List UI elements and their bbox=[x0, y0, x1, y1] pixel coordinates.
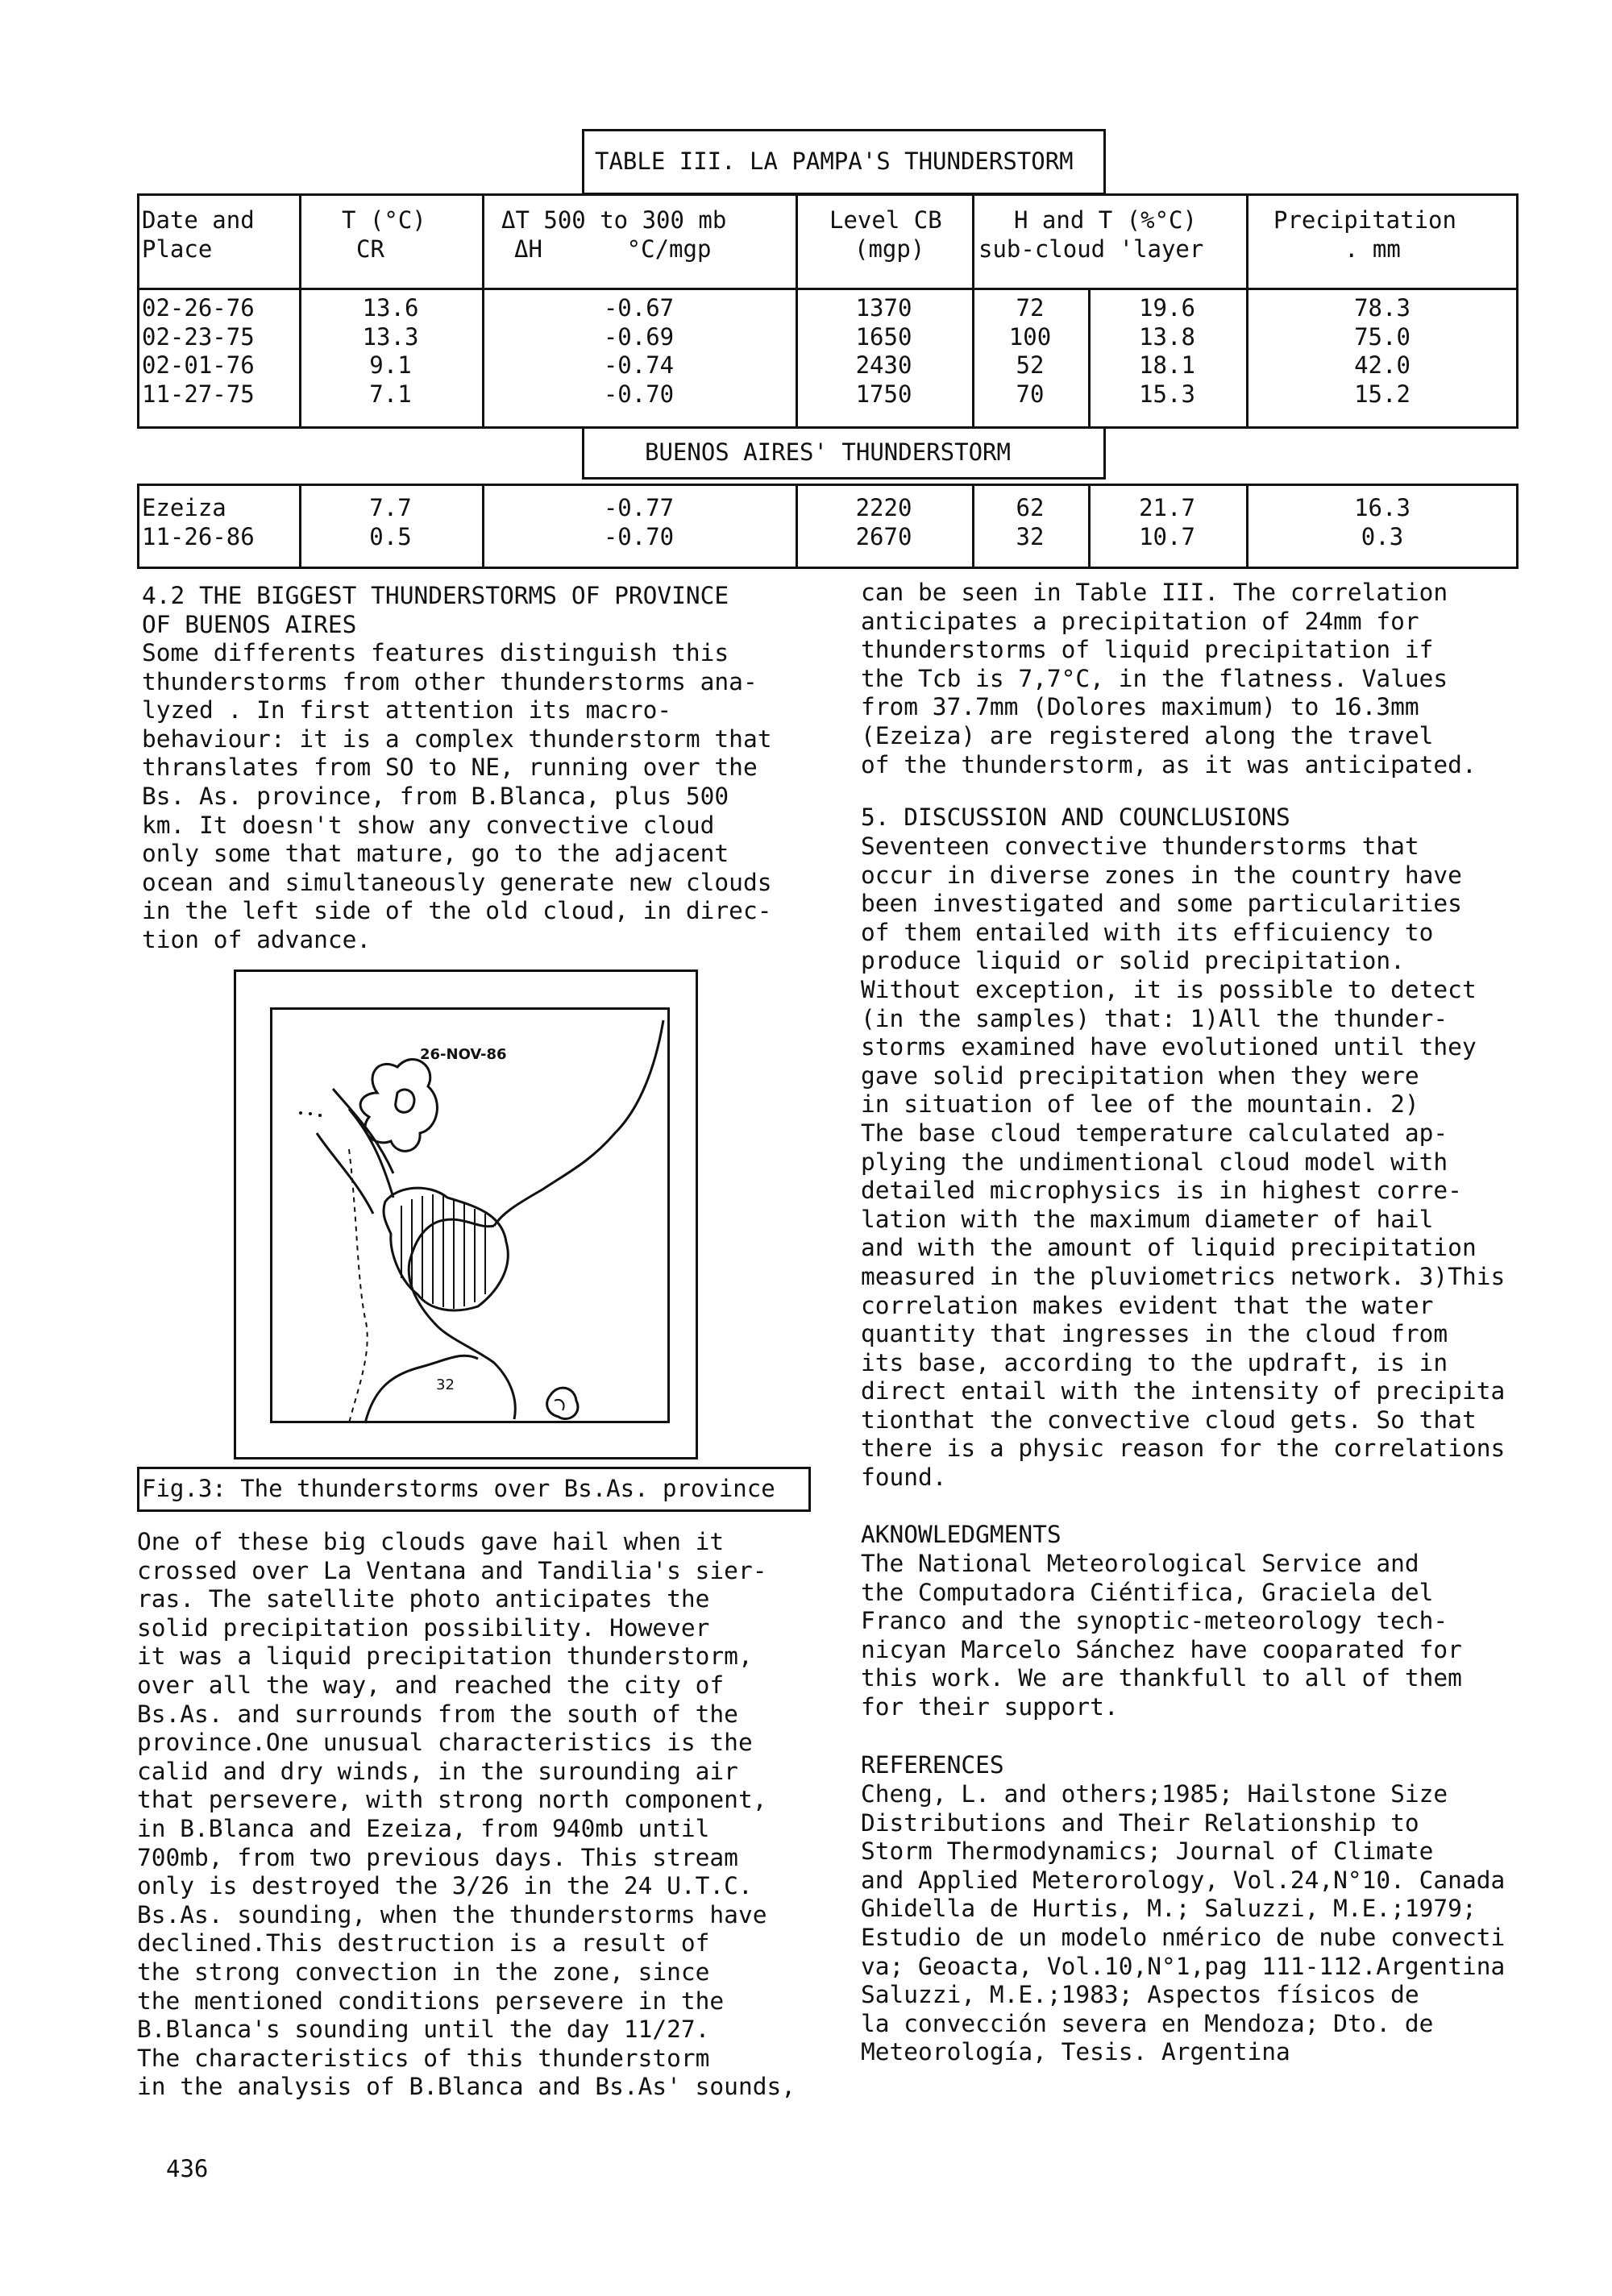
right-paragraph-1: can be seen in Table III. The correlation anticipates a precipitation of 24mm for thunderstorms of liquid precipitation if the Tcb is 7,7°C, in the flatness. Values from 37.7mm (Dolores maximum) to 16.3mm (Ezeiza) are registered along the travel of the thunderstorm, as it was anticipated. bbox=[861, 579, 1477, 778]
ba-row-cell-tt: 21.7 bbox=[1139, 494, 1195, 521]
acknowledgments-text: The National Meteorological Service and the Computadora Ciéntifica, Graciela del Franco and the synoptic-meteorology tech- nicyan Marcelo Sánchez have cooparated for this work. We are thankfull to all of them for their support. bbox=[861, 1550, 1462, 1721]
ba-row-cell-date: Ezeiza bbox=[142, 494, 226, 521]
ba-row-cell-level: 2220 bbox=[855, 494, 912, 521]
table-row-cell-tt: 19.6 bbox=[1139, 294, 1195, 322]
ba-row-cell-h: 62 bbox=[1016, 494, 1045, 521]
left-paragraph-1: Some differents features distinguish this thunderstorms from other thunderstorms ana- lyzed . In first attention its macro- behaviour: it is a complex thunderstorm that thranslates from SO to NE, running over the Bs. As. province, from B.Blanca, plus 500 km. It doesn't show any convective cloud only some that mature, go to the adjacent ocean and simultaneously generate new clouds in the left side of the old cloud, in direc- tion of advance. bbox=[142, 639, 772, 953]
table-row-cell-dt: -0.69 bbox=[603, 322, 675, 351]
table-row-cell-dt: -0.67 bbox=[603, 294, 675, 322]
header-ht-2: sub-cloud 'layer bbox=[978, 235, 1204, 263]
table-row-cell-t: 13.3 bbox=[362, 322, 419, 351]
section-5-heading: 5. DISCUSSION AND COUNCLUSIONS bbox=[861, 803, 1290, 831]
header-date-2: Place bbox=[142, 235, 213, 263]
table-row-cell-h: 52 bbox=[1016, 351, 1045, 379]
table-row-cell-h: 100 bbox=[1008, 322, 1052, 351]
header-precip-1: Precipitation bbox=[1273, 206, 1456, 234]
table-row-cell-h: 72 bbox=[1016, 294, 1045, 322]
table-row-cell-level: 2430 bbox=[855, 351, 912, 379]
figure-caption: Fig.3: The thunderstorms over Bs.As. province bbox=[142, 1475, 775, 1502]
table-row-cell-date: 11-27-75 bbox=[142, 380, 255, 408]
table-row-cell-tt: 13.8 bbox=[1139, 322, 1195, 351]
table-subtitle: BUENOS AIRES' THUNDERSTORM bbox=[645, 438, 1011, 466]
header-ht-1: H and T (%°C) bbox=[1014, 206, 1197, 234]
ba-row-cell-tt: 10.7 bbox=[1139, 522, 1195, 550]
ba-row-cell-dt: -0.70 bbox=[603, 522, 675, 550]
table-row-cell-t: 13.6 bbox=[362, 294, 419, 322]
table-row-cell-date: 02-26-76 bbox=[142, 294, 255, 322]
header-level-2: (mgp) bbox=[854, 235, 925, 263]
references-list: Cheng, L. and others;1985; Hailstone Size Distributions and Their Relationship to Storm Thermodynamics; Journal of Climate and Applied Meterorology, Vol.24,N°10. Canada Ghidella de Hurtis, M.; Saluzzi, M.E.;1979; Estudio de un modelo nmérico de nube convecti va; Geoacta, Vol.10,N°1,pag 111-112.Argentina Saluzzi, M.E.;1983; Aspectos físicos de la convección severa en Mendoza; Dto. de Meteorología, Tesis. Argentina bbox=[861, 1780, 1506, 2066]
map-drawing bbox=[236, 972, 696, 1457]
table-row-cell-date: 02-23-75 bbox=[142, 322, 255, 351]
ba-row-cell-p: 0.3 bbox=[1361, 522, 1404, 550]
table-row-cell-level: 1650 bbox=[855, 322, 912, 351]
header-t-1: T (°C) bbox=[342, 206, 426, 234]
table-row-cell-tt: 15.3 bbox=[1139, 380, 1195, 408]
table-row-cell-level: 1750 bbox=[855, 380, 912, 408]
table-row-cell-p: 78.3 bbox=[1354, 294, 1410, 322]
ba-row-cell-level: 2670 bbox=[855, 522, 912, 550]
section-4-2-heading: 4.2 THE BIGGEST THUNDERSTORMS OF PROVINCE OF BUENOS AIRES bbox=[142, 582, 729, 638]
table-row-cell-p: 75.0 bbox=[1354, 322, 1410, 351]
ba-row-cell-h: 32 bbox=[1016, 522, 1045, 550]
table-row-cell-p: 15.2 bbox=[1354, 380, 1410, 408]
table-row-cell-p: 42.0 bbox=[1354, 351, 1410, 379]
table-row-cell-t: 7.1 bbox=[369, 380, 412, 408]
header-date-1: Date and bbox=[142, 206, 255, 234]
table-row-cell-level: 1370 bbox=[855, 294, 912, 322]
header-dt-1: ΔT 500 to 300 mb bbox=[501, 206, 727, 234]
table-row-cell-tt: 18.1 bbox=[1139, 351, 1195, 379]
page-number: 436 bbox=[166, 2155, 209, 2182]
figure-3 bbox=[234, 969, 698, 1459]
table-row-cell-dt: -0.74 bbox=[603, 351, 675, 379]
header-t-2: CR bbox=[356, 235, 384, 263]
ba-row-cell-p: 16.3 bbox=[1354, 494, 1410, 521]
left-paragraph-2: One of these big clouds gave hail when it crossed over La Ventana and Tandilia's sier- ras. The satellite photo anticipates the solid precipitation possibility. However it was a liquid precipitation thunderstorm, over all the way, and reached the city of Bs.As. and surrounds from the south of the province.One unusual characteristics is the calid and dry winds, in the surounding air that persevere, with strong north component, in B.Blanca and Ezeiza, from 940mb until 700mb, from two previous days. This stream only is destroyed the 3/26 in the 24 U.T.C. Bs.As. sounding, when the thunderstorms have declined.This destruction is a result of the strong convection in the zone, since the mentioned conditions persevere in the B.Blanca's sounding until the day 11/27. The characteristics of this thunderstorm in the analysis of B.Blanca and Bs.As' sounds, bbox=[137, 1528, 796, 2101]
table-title: TABLE III. LA PAMPA'S THUNDERSTORM bbox=[595, 147, 1074, 175]
ba-row-cell-t: 0.5 bbox=[369, 522, 412, 550]
ba-row-cell-dt: -0.77 bbox=[603, 494, 675, 521]
references-heading: REFERENCES bbox=[861, 1751, 1004, 1779]
ba-row-cell-date: 11-26-86 bbox=[142, 522, 255, 550]
header-dt-2: ΔH °C/mgp bbox=[514, 235, 712, 263]
header-precip-2: . mm bbox=[1344, 235, 1401, 263]
figure-date-label: 26-NOV-86 bbox=[420, 1046, 507, 1063]
figure-number-label: 32 bbox=[436, 1376, 455, 1393]
table-row-cell-dt: -0.70 bbox=[603, 380, 675, 408]
header-level-1: Level CB bbox=[829, 206, 942, 234]
table-row-cell-h: 70 bbox=[1016, 380, 1045, 408]
right-paragraph-2: Seventeen convective thunderstorms that occur in diverse zones in the country have been investigated and some particularities of them entailed with its efficuiency to produce liquid or solid precipitation. Without exception, it is possible to detect (in the samples) that: 1)All the thunder- storms examined have evolutioned until they gave solid precipitation when they were in situation of lee of the mountain. 2) The base cloud temperature calculated ap- plying the undimentional cloud model with detailed microphysics is in highest corre- lation with the maximum diameter of hail and with the amount of liquid precipitation measured in the pluviometrics network. 3)This correlation makes evident that the water quantity that ingresses in the cloud from its base, according to the updraft, is in direct entail with the intensity of precipita tionthat the convective cloud gets. So that there is a physic reason for the correlations found. bbox=[861, 832, 1506, 1492]
ba-row-cell-t: 7.7 bbox=[369, 494, 412, 521]
acknowledgments-heading: AKNOWLEDGMENTS bbox=[861, 1521, 1062, 1548]
table-row-cell-t: 9.1 bbox=[369, 351, 412, 379]
table-row-cell-date: 02-01-76 bbox=[142, 351, 255, 379]
